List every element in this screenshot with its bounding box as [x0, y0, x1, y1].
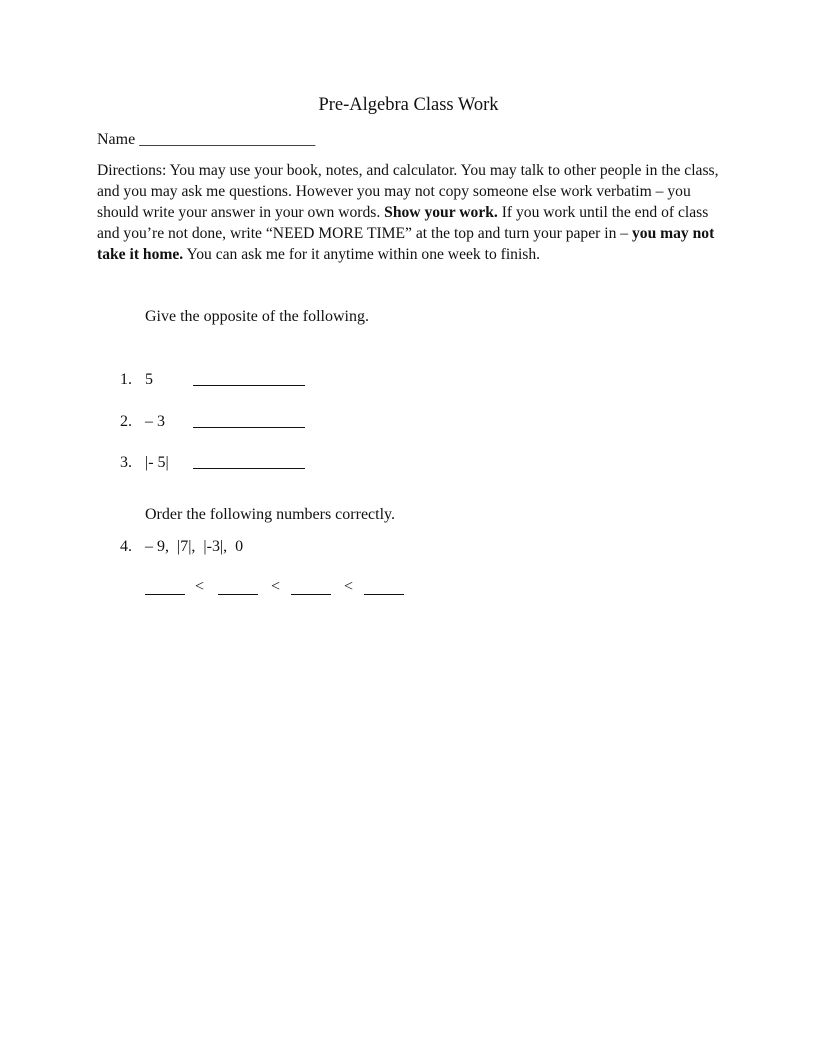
less-than-sign: <	[344, 578, 354, 595]
question-value: – 3	[145, 413, 165, 430]
question-1	[0, 370, 817, 390]
question-number: 4.	[120, 538, 132, 555]
answer-blank[interactable]	[193, 370, 305, 386]
name-field[interactable]	[97, 130, 315, 150]
question-4	[0, 537, 817, 557]
order-blank-2[interactable]	[218, 577, 258, 595]
section2-instruction: Order the following numbers correctly.	[145, 506, 395, 523]
question-value: |- 5|	[145, 454, 169, 471]
less-than-sign: <	[195, 578, 205, 595]
order-blank-4[interactable]	[364, 577, 404, 595]
section1-instruction: Give the opposite of the following.	[145, 308, 369, 325]
question-value: 5	[145, 371, 153, 388]
question-number: 2.	[120, 413, 132, 430]
order-blank-3[interactable]	[291, 577, 331, 595]
directions-bold-show-work: Show your work.	[384, 204, 498, 221]
answer-blank[interactable]	[193, 453, 305, 469]
directions-paragraph	[97, 160, 722, 265]
order-blank-1[interactable]	[145, 577, 185, 595]
directions-text-2: If you work until the end of class and you’re not done, write “NEED MORE TIME” at the top and turn your paper in –	[97, 204, 709, 242]
directions-bold-no-home: you may not take it home.	[97, 225, 715, 263]
page-title: Pre-Algebra Class Work	[318, 95, 499, 115]
less-than-sign: <	[271, 578, 281, 595]
question-value: – 9, |7|, |-3|, 0	[145, 538, 244, 555]
question-number: 3.	[120, 454, 132, 471]
directions-text-1: Directions: You may use your book, notes, and calculator. You may talk to other people in the class, and you may ask me questions. However you may not copy someone else work verbatim – you should write your answer in your own words.	[97, 162, 719, 221]
question-number: 1.	[120, 371, 132, 388]
question-3	[0, 453, 817, 473]
answer-blank[interactable]	[193, 412, 305, 428]
name-blank: ______________________	[139, 131, 316, 148]
question-2	[0, 412, 817, 432]
name-label: Name	[97, 131, 136, 148]
directions-text-3: You can ask me for it anytime within one week to finish.	[183, 246, 541, 263]
